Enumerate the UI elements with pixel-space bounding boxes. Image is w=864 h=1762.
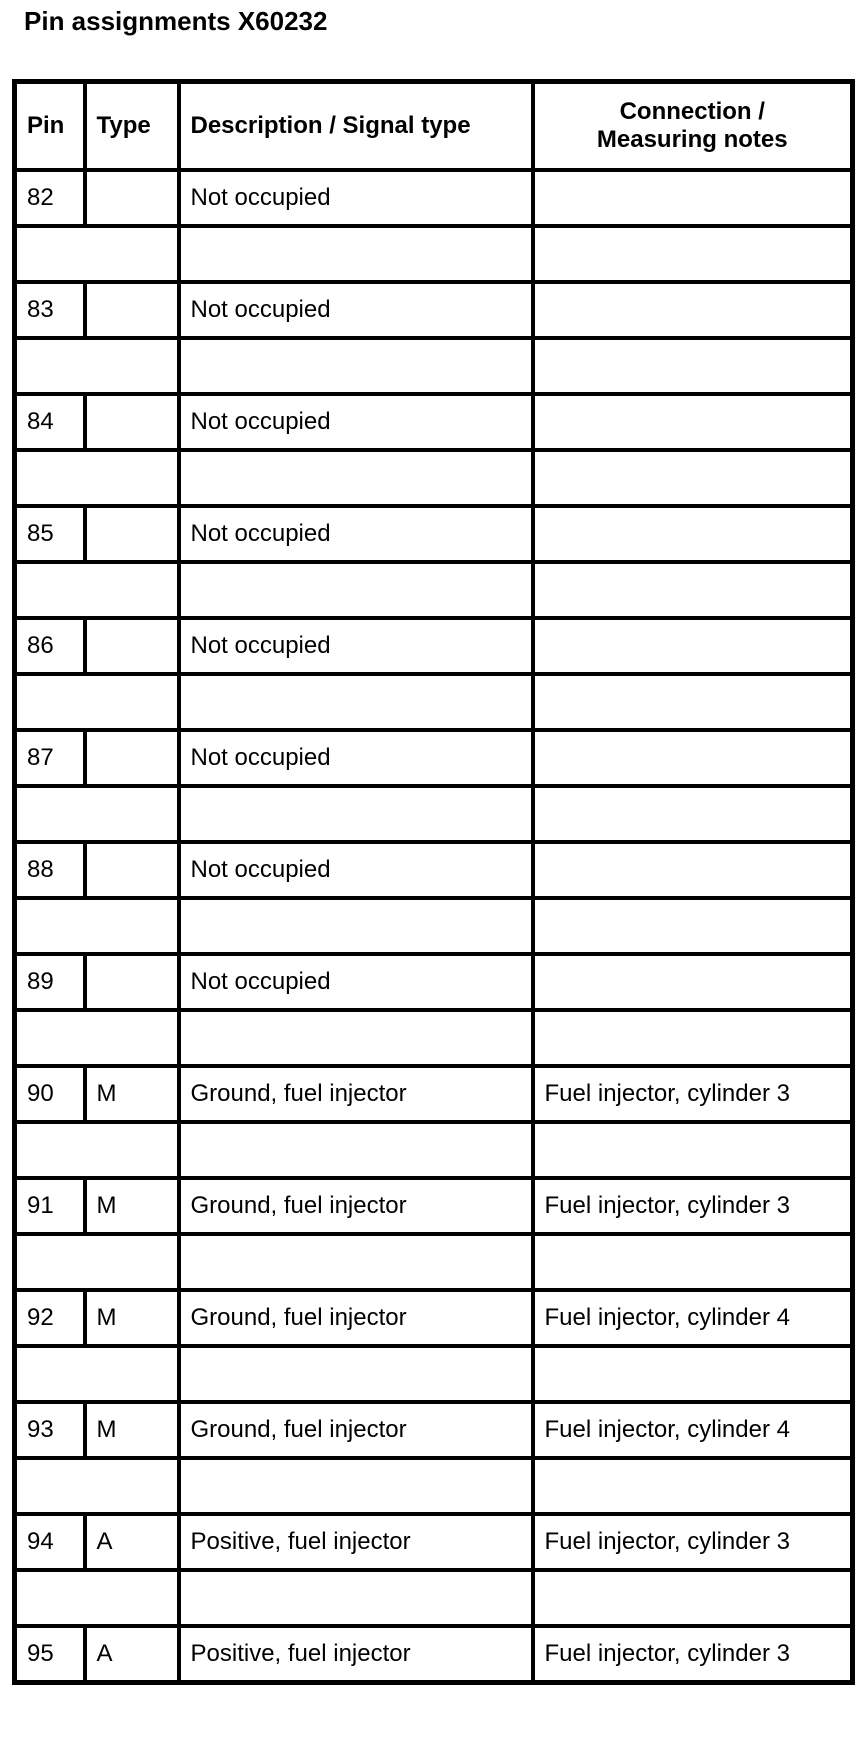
spacer-cell-description (179, 562, 533, 618)
spacer-cell-pin-type (15, 1346, 179, 1402)
spacer-cell-pin-type (15, 1010, 179, 1066)
table-row (15, 1290, 853, 1346)
spacer-cell-description (179, 674, 533, 730)
cell-type (85, 394, 179, 450)
header-connection-line2: Measuring notes (596, 126, 788, 153)
spacer-cell-connection (533, 1122, 853, 1178)
cell-pin: 90 (15, 1066, 85, 1122)
cell-pin: 94 (15, 1514, 85, 1570)
cell-pin: 86 (15, 618, 85, 674)
table-spacer-row (15, 674, 853, 730)
cell-description: Ground, fuel injector (179, 1178, 533, 1234)
header-type: Type (85, 82, 179, 171)
spacer-cell-connection (533, 898, 853, 954)
cell-type: M (85, 1290, 179, 1346)
spacer-cell-connection (533, 786, 853, 842)
pin-assignment-table (12, 79, 855, 1685)
cell-connection (533, 506, 853, 562)
cell-pin: 82 (15, 170, 85, 226)
table-row (15, 506, 853, 562)
spacer-cell-connection (533, 562, 853, 618)
cell-pin: 91 (15, 1178, 85, 1234)
spacer-cell-description (179, 450, 533, 506)
table-row (15, 618, 853, 674)
spacer-cell-pin-type (15, 450, 179, 506)
spacer-cell-pin-type (15, 1458, 179, 1514)
table-spacer-row (15, 1010, 853, 1066)
spacer-cell-description (179, 786, 533, 842)
cell-description: Not occupied (179, 506, 533, 562)
cell-connection: Fuel injector, cylinder 4 (533, 1290, 853, 1346)
cell-type: M (85, 1178, 179, 1234)
cell-pin: 84 (15, 394, 85, 450)
cell-description: Not occupied (179, 282, 533, 338)
spacer-cell-description (179, 1122, 533, 1178)
cell-pin: 89 (15, 954, 85, 1010)
cell-type: A (85, 1514, 179, 1570)
cell-connection: Fuel injector, cylinder 4 (533, 1402, 853, 1458)
table-row (15, 730, 853, 786)
spacer-cell-description (179, 1010, 533, 1066)
cell-pin: 93 (15, 1402, 85, 1458)
table-spacer-row (15, 1122, 853, 1178)
table-spacer-row (15, 226, 853, 282)
table-row (15, 842, 853, 898)
spacer-cell-pin-type (15, 226, 179, 282)
cell-type (85, 506, 179, 562)
spacer-cell-description (179, 226, 533, 282)
table-row (15, 1626, 853, 1683)
cell-pin: 87 (15, 730, 85, 786)
table-spacer-row (15, 1346, 853, 1402)
spacer-cell-connection (533, 1346, 853, 1402)
cell-pin: 85 (15, 506, 85, 562)
cell-type (85, 954, 179, 1010)
spacer-cell-pin-type (15, 1570, 179, 1626)
cell-description: Ground, fuel injector (179, 1402, 533, 1458)
table-row (15, 282, 853, 338)
table-row (15, 1178, 853, 1234)
table-row (15, 394, 853, 450)
header-connection (533, 82, 853, 171)
cell-connection (533, 842, 853, 898)
cell-type (85, 842, 179, 898)
table-row (15, 170, 853, 226)
spacer-cell-connection (533, 450, 853, 506)
table-row (15, 1066, 853, 1122)
cell-connection (533, 170, 853, 226)
cell-description: Not occupied (179, 842, 533, 898)
cell-connection (533, 730, 853, 786)
cell-connection (533, 618, 853, 674)
table-row (15, 954, 853, 1010)
table-body (15, 170, 853, 1683)
spacer-cell-connection (533, 1234, 853, 1290)
cell-description: Not occupied (179, 170, 533, 226)
cell-type: A (85, 1626, 179, 1683)
cell-connection: Fuel injector, cylinder 3 (533, 1066, 853, 1122)
spacer-cell-connection (533, 1458, 853, 1514)
table-spacer-row (15, 338, 853, 394)
cell-description: Not occupied (179, 730, 533, 786)
spacer-cell-pin-type (15, 786, 179, 842)
cell-pin: 92 (15, 1290, 85, 1346)
table-row (15, 1514, 853, 1570)
cell-pin: 95 (15, 1626, 85, 1683)
cell-description: Not occupied (179, 954, 533, 1010)
cell-connection: Fuel injector, cylinder 3 (533, 1514, 853, 1570)
spacer-cell-pin-type (15, 1234, 179, 1290)
cell-type (85, 170, 179, 226)
spacer-cell-description (179, 1570, 533, 1626)
cell-connection (533, 394, 853, 450)
cell-connection (533, 954, 853, 1010)
cell-type: M (85, 1402, 179, 1458)
spacer-cell-connection (533, 1010, 853, 1066)
cell-description: Ground, fuel injector (179, 1290, 533, 1346)
table-spacer-row (15, 1458, 853, 1514)
cell-pin: 88 (15, 842, 85, 898)
spacer-cell-connection (533, 338, 853, 394)
spacer-cell-description (179, 898, 533, 954)
page-title: Pin assignments X60232 (24, 6, 328, 36)
spacer-cell-description (179, 1458, 533, 1514)
cell-connection: Fuel injector, cylinder 3 (533, 1626, 853, 1683)
spacer-cell-connection (533, 226, 853, 282)
spacer-cell-pin-type (15, 1122, 179, 1178)
spacer-cell-connection (533, 674, 853, 730)
table-row (15, 1402, 853, 1458)
spacer-cell-connection (533, 1570, 853, 1626)
cell-description: Not occupied (179, 394, 533, 450)
spacer-cell-pin-type (15, 898, 179, 954)
cell-type (85, 618, 179, 674)
table-spacer-row (15, 1570, 853, 1626)
spacer-cell-description (179, 1234, 533, 1290)
cell-connection: Fuel injector, cylinder 3 (533, 1178, 853, 1234)
table-spacer-row (15, 450, 853, 506)
spacer-cell-pin-type (15, 562, 179, 618)
cell-connection (533, 282, 853, 338)
cell-description: Ground, fuel injector (179, 1066, 533, 1122)
spacer-cell-pin-type (15, 674, 179, 730)
cell-type (85, 730, 179, 786)
table-spacer-row (15, 1234, 853, 1290)
header-pin: Pin (15, 82, 85, 171)
spacer-cell-description (179, 1346, 533, 1402)
cell-description: Not occupied (179, 618, 533, 674)
header-description: Description / Signal type (179, 82, 533, 171)
spacer-cell-pin-type (15, 338, 179, 394)
table-spacer-row (15, 562, 853, 618)
cell-type (85, 282, 179, 338)
cell-pin: 83 (15, 282, 85, 338)
table-spacer-row (15, 786, 853, 842)
header-connection-line1: Connection / (619, 98, 765, 125)
spacer-cell-description (179, 338, 533, 394)
table-header-row (15, 82, 853, 171)
cell-type: M (85, 1066, 179, 1122)
cell-description: Positive, fuel injector (179, 1514, 533, 1570)
table-spacer-row (15, 898, 853, 954)
cell-description: Positive, fuel injector (179, 1626, 533, 1683)
